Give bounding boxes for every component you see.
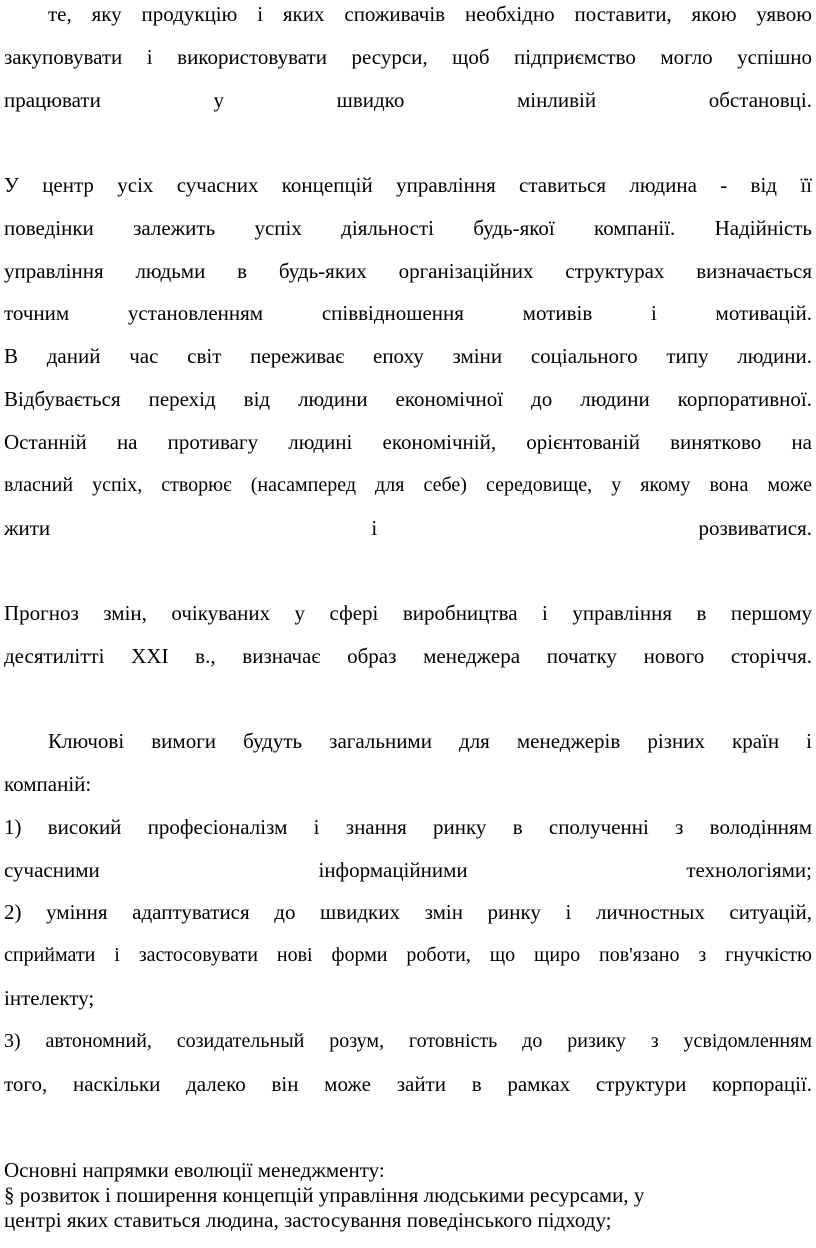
list-item: 1) високий професіоналізм і знання ринку в сполученні з володінням: [4, 815, 812, 839]
text-line: компаній:: [4, 772, 92, 796]
text-line: десятилітті XXI в., визначає образ менеджера початку нового сторіччя.: [4, 644, 812, 668]
list-item: § розвиток і поширення концепцій управління людськими ресурсами, у: [4, 1183, 645, 1207]
text-line: поведінки залежить успіх діяльності будь-якої компанії. Надійність: [4, 216, 812, 240]
list-item: 3) автономний, созидательный розум, готовність до ризику з усвідомленням: [4, 1030, 812, 1052]
text-line: жити і розвиватися.: [4, 516, 812, 540]
text-line: власний успіх, створює (насамперед для себе) середовище, у якому вона може: [4, 474, 812, 496]
text-line: того, наскільки далеко він може зайти в рамках структури корпорації.: [4, 1072, 812, 1096]
text-line: У центр усіх сучасних концепцій управління ставиться людина - від її: [4, 173, 812, 197]
text-line: центрі яких ставиться людина, застосування поведінського підходу;: [4, 1208, 612, 1232]
text-line: Відбувається перехід від людини економічної до людини корпоративної.: [4, 387, 812, 411]
text-line: В даний час світ переживає епоху зміни соціального типу людини.: [4, 344, 812, 368]
text-line: сучасними інформаційними технологіями;: [4, 858, 812, 882]
section-heading: Основні напрямки еволюції менеджменту:: [4, 1158, 385, 1182]
text-line: те, яку продукцію і яких споживачів необхідно поставити, якою уявою: [48, 2, 812, 26]
text-line: сприймати і застосовувати нові форми роботи, що щиро пов'язано з гнучкістю: [4, 944, 812, 966]
text-line: точним установленням співвідношення мотивів і мотивацій.: [4, 301, 812, 325]
text-line: інтелекту;: [4, 986, 95, 1010]
text-line: управління людьми в будь-яких організаційних структурах визначається: [4, 259, 812, 283]
text-line: закуповувати і використовувати ресурси, щоб підприємство могло успішно: [4, 45, 812, 69]
text-line: працювати у швидко мінливій обстановці.: [4, 88, 812, 112]
text-line: Ключові вимоги будуть загальними для менеджерів різних країн і: [48, 729, 812, 753]
text-line: Останній на противагу людині економічній, орієнтованій винятково на: [4, 430, 812, 454]
list-item: 2) уміння адаптуватися до швидких змін ринку і личностных ситуацій,: [4, 900, 812, 924]
text-line: Прогноз змін, очікуваних у сфері виробництва і управління в першому: [4, 601, 812, 625]
